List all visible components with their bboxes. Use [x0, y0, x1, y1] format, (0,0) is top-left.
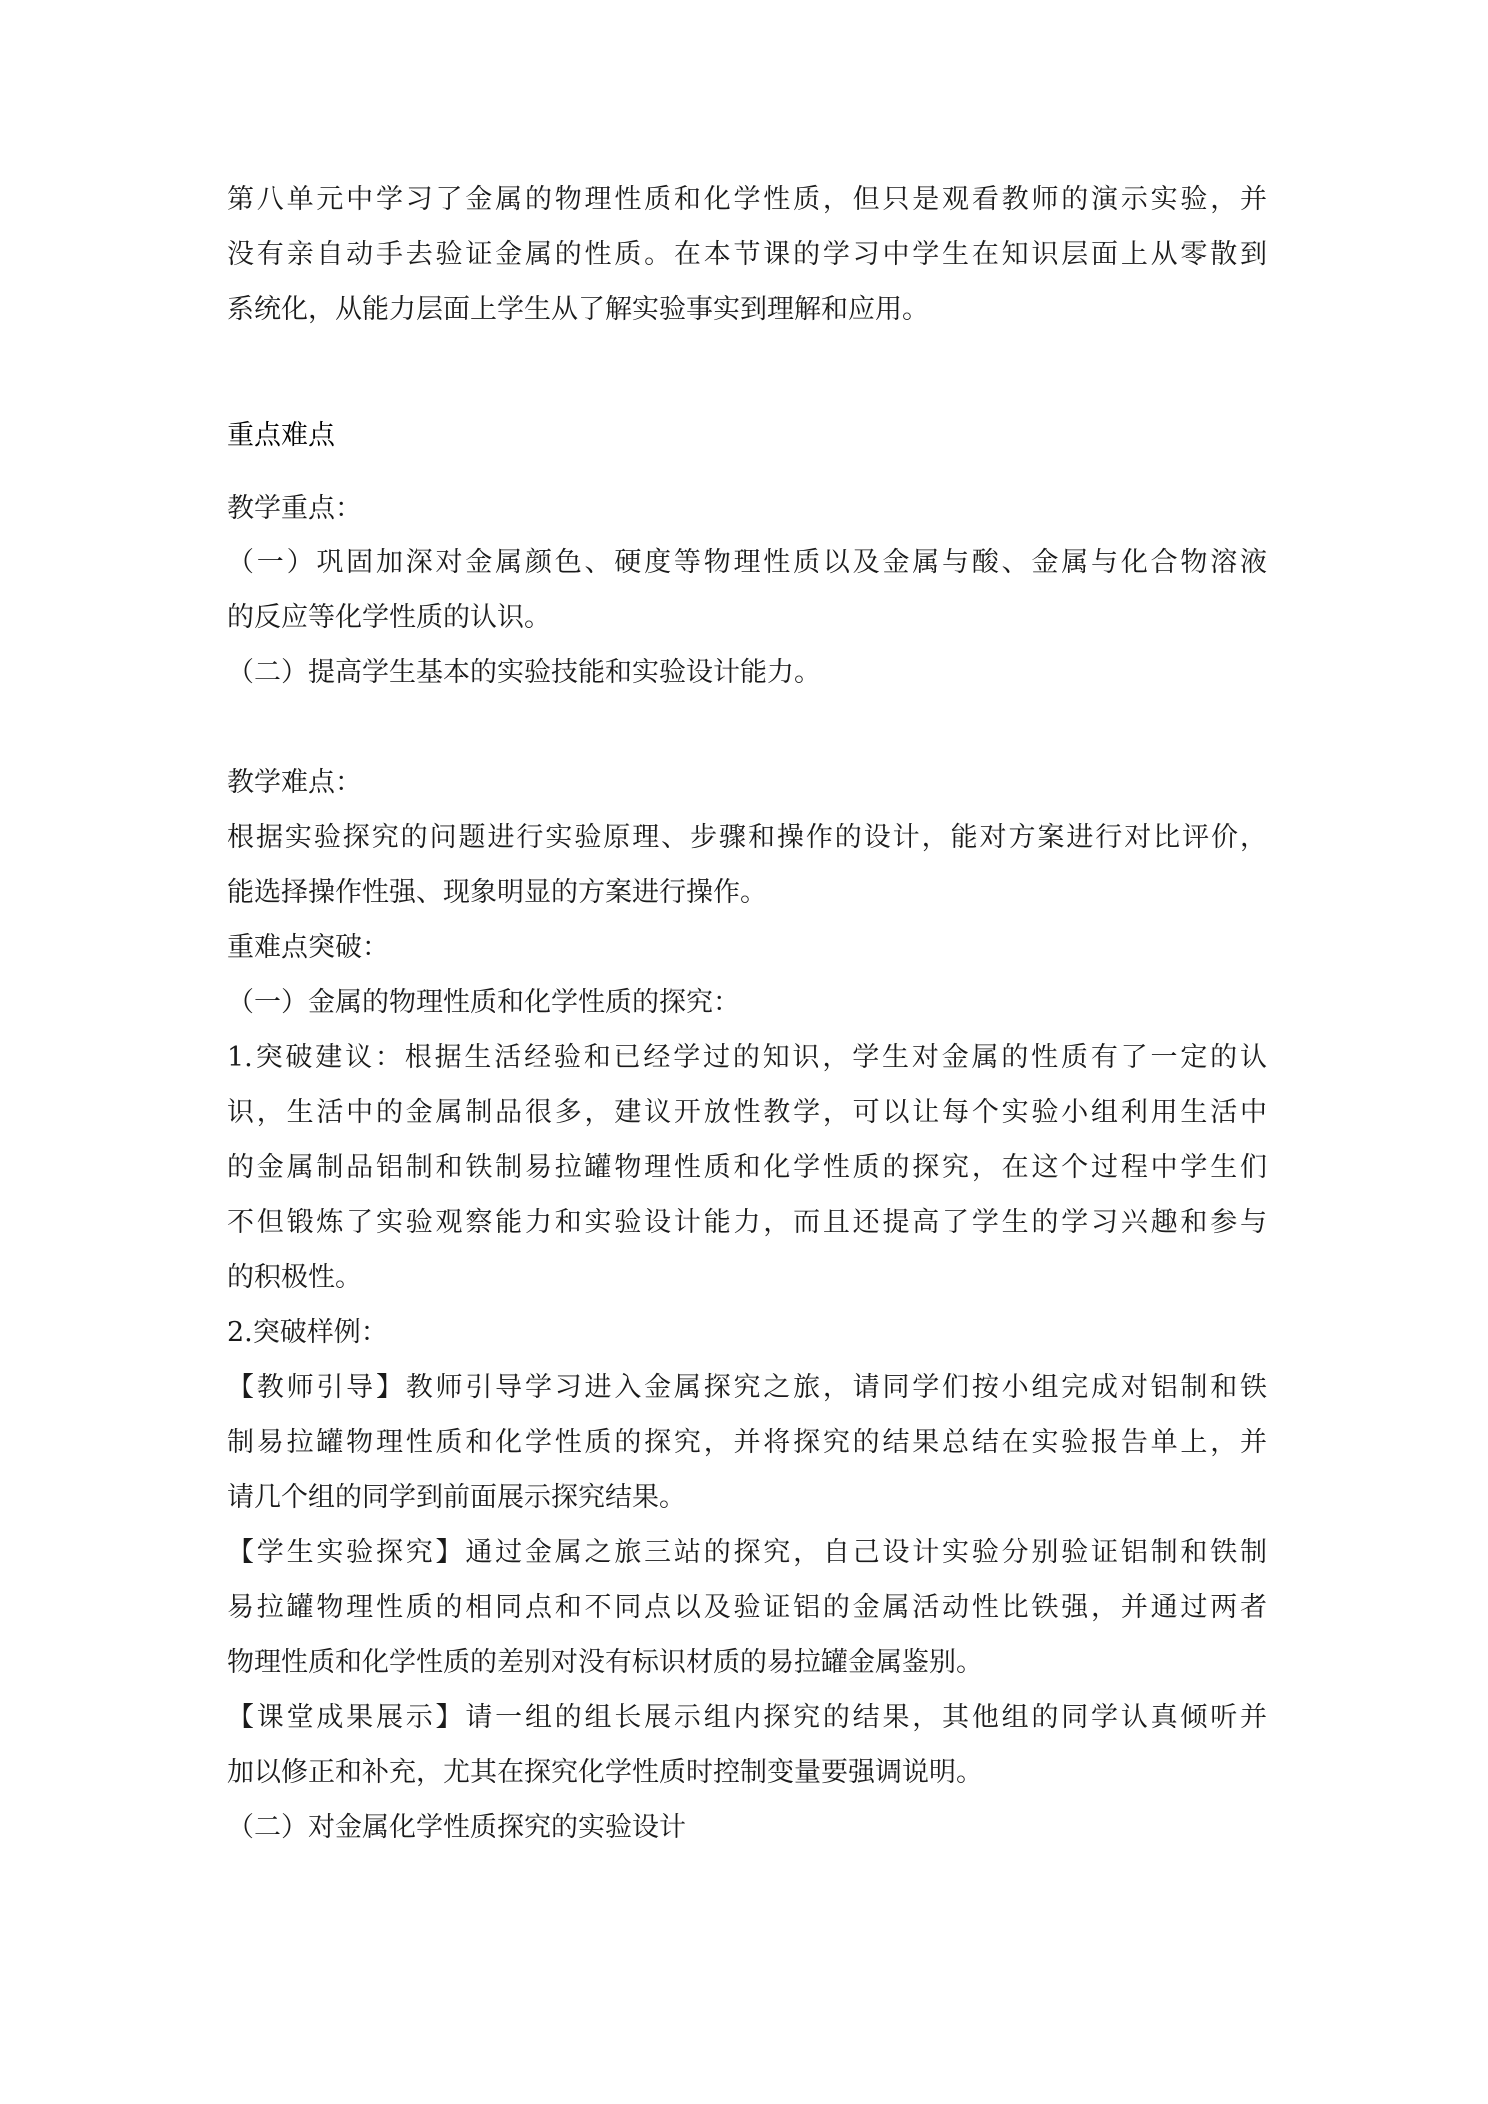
suggestion-line-3: 的金属制品铝制和铁制易拉罐物理性质和化学性质的探究，在这个过程中学生们: [227, 1152, 1267, 1183]
teacher-guide-line-1: 【教师引导】教师引导学习进入金属探究之旅，请同学们按小组完成对铝制和铁: [227, 1372, 1267, 1403]
breakthrough-part1: （一）金属的物理性质和化学性质的探究：: [227, 987, 740, 1018]
intro-line-1: 第八单元中学习了金属的物理性质和化学性质，但只是观看教师的演示实验，并: [227, 184, 1267, 215]
breakthrough-part2: （二）对金属化学性质探究的实验设计: [227, 1812, 686, 1843]
showcase-line-1: 【课堂成果展示】请一组的组长展示组内探究的结果，其他组的同学认真倾听并: [227, 1702, 1267, 1733]
suggestion-line-1: 1.突破建议：根据生活经验和已经学过的知识，学生对金属的性质有了一定的认: [227, 1042, 1267, 1073]
difficulty-line-2: 能选择操作性强、现象明显的方案进行操作。: [227, 877, 767, 908]
student-line-2: 易拉罐物理性质的相同点和不同点以及验证铝的金属活动性比铁强，并通过两者: [227, 1592, 1267, 1623]
intro-line-3: 系统化，从能力层面上学生从了解实验事实到理解和应用。: [227, 294, 929, 325]
example-label: 2.突破样例：: [227, 1317, 388, 1348]
difficulty-label: 教学难点：: [227, 767, 362, 798]
focus-item2: （二）提高学生基本的实验技能和实验设计能力。: [227, 657, 821, 688]
suggestion-line-4: 不但锻炼了实验观察能力和实验设计能力，而且还提高了学生的学习兴趣和参与: [227, 1207, 1267, 1238]
focus-item1-line-2: 的反应等化学性质的认识。: [227, 602, 551, 633]
difficulty-line-1: 根据实验探究的问题进行实验原理、步骤和操作的设计，能对方案进行对比评价，: [227, 822, 1267, 853]
intro-line-2: 没有亲自动手去验证金属的性质。在本节课的学习中学生在知识层面上从零散到: [227, 239, 1267, 270]
suggestion-line-2: 识，生活中的金属制品很多，建议开放性教学，可以让每个实验小组利用生活中: [227, 1097, 1267, 1128]
teacher-guide-line-2: 制易拉罐物理性质和化学性质的探究，并将探究的结果总结在实验报告单上，并: [227, 1427, 1267, 1458]
breakthrough-label: 重难点突破：: [227, 932, 389, 963]
teacher-guide-line-3: 请几个组的同学到前面展示探究结果。: [227, 1482, 686, 1513]
suggestion-line-5: 的积极性。: [227, 1262, 362, 1293]
focus-label: 教学重点：: [227, 493, 362, 524]
student-line-1: 【学生实验探究】通过金属之旅三站的探究，自己设计实验分别验证铝制和铁制: [227, 1537, 1267, 1568]
section-heading: 重点难点: [227, 420, 335, 451]
showcase-line-2: 加以修正和补充，尤其在探究化学性质时控制变量要强调说明。: [227, 1757, 983, 1788]
student-line-3: 物理性质和化学性质的差别对没有标识材质的易拉罐金属鉴别。: [227, 1647, 983, 1678]
focus-item1-line-1: （一）巩固加深对金属颜色、硬度等物理性质以及金属与酸、金属与化合物溶液: [227, 547, 1267, 578]
